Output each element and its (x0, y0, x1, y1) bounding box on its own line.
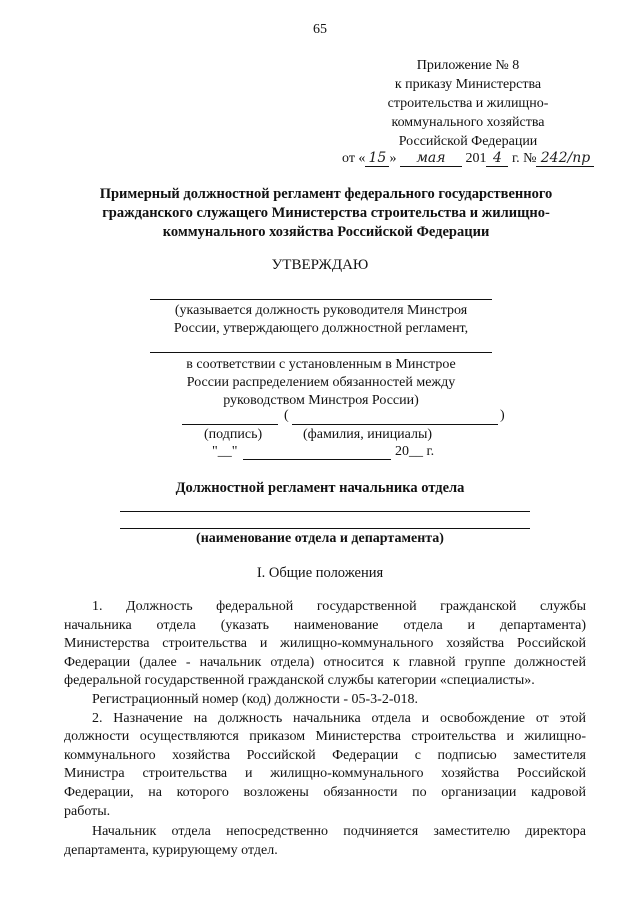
paragraph-line: Начальник отдела непосредственно подчиняется заместителю директора (92, 824, 586, 840)
order-number: 242/пр (536, 150, 594, 167)
title-line: коммунального хозяйства Российской Федерации (162, 224, 490, 240)
paragraph-line: начальника отдела (указать наименование отдела и департамента) (64, 617, 586, 633)
date-month: мая (400, 150, 462, 167)
appendix-line: к приказу Министерства (394, 77, 542, 92)
duties-note (150, 356, 492, 410)
note-line: в соответствии с установленным в Минстрое (186, 357, 456, 372)
note-line: России распределением обязанностей между (186, 375, 456, 390)
paragraph-line: работы. (64, 803, 111, 819)
paragraph-line: 1. Должность федеральной государственной гражданской службы (92, 599, 586, 614)
signature-line (182, 424, 278, 425)
title-line: гражданского служащего Министерства строительства и жилищно- (102, 205, 550, 221)
approver-position-line-2 (150, 352, 492, 353)
approve-heading: УТВЕРЖДАЮ (271, 257, 369, 273)
paragraph-line: Министерства строительства и жилищно-коммунального хозяйства Российской (64, 636, 586, 652)
date-mid: » (389, 151, 397, 166)
appendix-line: Приложение № 8 (416, 58, 520, 73)
department-line-2 (120, 528, 530, 529)
date-day: 15 (365, 150, 389, 167)
title-line: Примерный должностной регламент федерального государственного (99, 186, 553, 202)
signature-label: (подпись) (204, 427, 263, 442)
page-number: 65 (313, 22, 327, 37)
approve-date-line (243, 459, 391, 460)
paragraph-line: коммунального хозяйства Российской Федерации с подписью заместителя (64, 747, 586, 763)
note-line: России, утверждающего должностной регламент, (173, 321, 469, 336)
section-heading: I. Общие положения (256, 565, 384, 581)
name-label: (фамилия, инициалы) (303, 427, 433, 442)
appendix-line: коммунального хозяйства (391, 115, 545, 130)
paragraph-line: 2. Назначение на должность начальника отдела и освобождение от этой (92, 710, 586, 726)
approver-position-line (150, 299, 492, 300)
body-text (64, 598, 586, 860)
note-line: (указывается должность руководителя Минстроя (174, 303, 468, 318)
paragraph-line: департамента, курирующему отдел. (64, 842, 278, 858)
note-line: руководством Минстроя России) (223, 393, 419, 408)
date-year-prefix: 201 (465, 151, 487, 166)
appendix-block (330, 56, 606, 151)
paren-open: ( (284, 408, 289, 423)
document-title (40, 185, 612, 242)
department-line-1 (120, 511, 530, 512)
date-prefix: от « (342, 151, 366, 166)
paragraph-line: федеральной государственной гражданской службы категории «специалисты». (64, 673, 535, 689)
paragraph-line: Министра строительства и жилищно-коммунального хозяйства Российской (64, 766, 586, 782)
approve-date-quote: "__" (212, 444, 238, 459)
paragraph-line: Регистрационный номер (код) должности - 05-3-2-018. (92, 691, 418, 707)
appendix-line: Российской Федерации (398, 134, 538, 149)
paragraph-line: должности осуществляются приказом Министерства строительства и жилищно- (64, 729, 586, 745)
paren-close: ) (500, 408, 505, 423)
order-date-line (342, 150, 594, 167)
approver-note (150, 302, 492, 338)
approve-date-year: 20__ г. (395, 444, 435, 459)
paragraph-line: Федерации (далее - начальник отдела) относится к главной группе должностей (64, 654, 586, 670)
department-label: (наименование отдела и департамента) (196, 531, 444, 546)
date-year-suffix: г. № (511, 151, 537, 166)
regulation-title: Должностной регламент начальника отдела (175, 480, 465, 496)
date-year-digit: 4 (486, 150, 508, 167)
name-line (292, 424, 498, 425)
paragraph-line: Федерации, на которого возложены обязанности по организации кадровой (64, 784, 586, 800)
appendix-line: строительства и жилищно- (387, 96, 549, 111)
